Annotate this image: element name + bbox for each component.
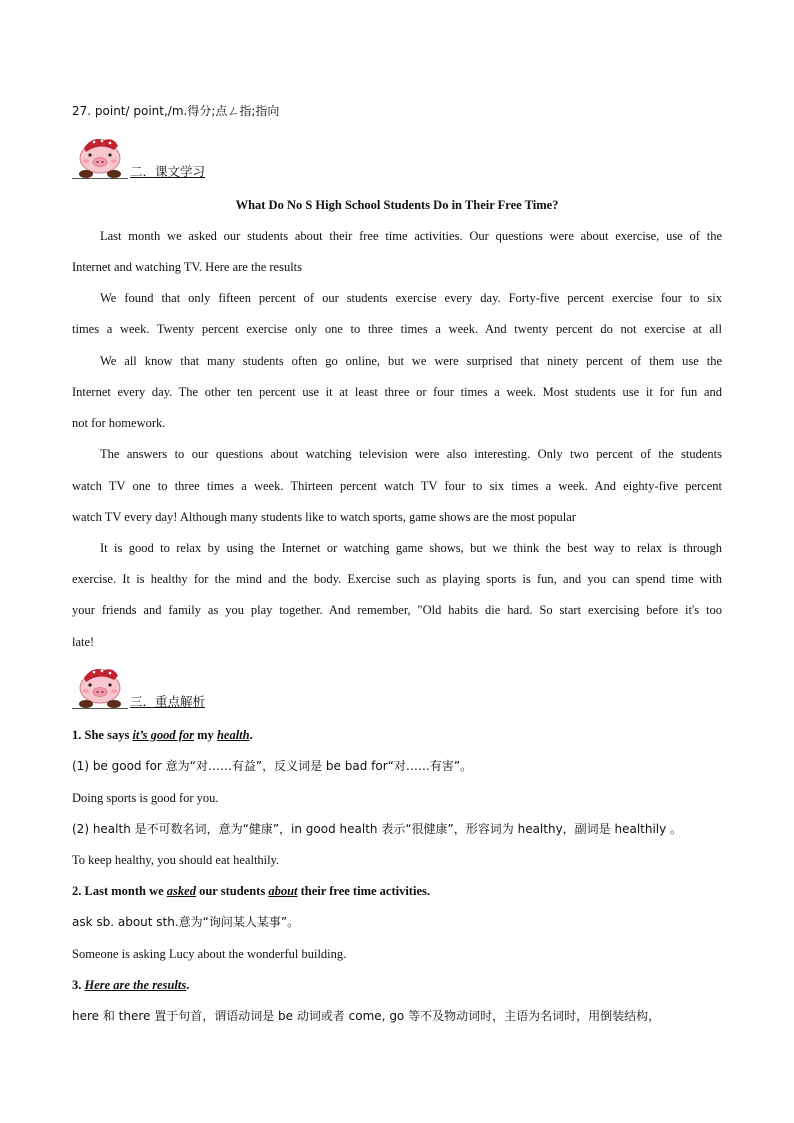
article-line: watch TV one to three times a week. Thirteen percent watch TV four to six times a week. And eighty-five percent [72, 479, 722, 493]
point-emphasis: Here are the results [84, 978, 187, 992]
article-line: watch TV every day! Although many students like to watch sports, game shows are the most popular [72, 510, 576, 524]
point-text: . [186, 978, 190, 992]
point-emphasis: asked [166, 884, 196, 898]
article-line: late! [72, 635, 95, 649]
point-text: 1. She says [72, 728, 133, 742]
pig-mascot-icon [74, 664, 130, 710]
section-header-2 [72, 134, 272, 182]
point-text: their free time activities. [297, 884, 430, 898]
point-3-note: here 和 there 置于句首，谓语动词是 be 动词或者 come, go 等不及物动词时，主语为名词时，用倒装结构， [72, 1009, 661, 1023]
article-line: Last month we asked our students about their free time activities. Our questions were about exercise, use of the [100, 229, 722, 243]
vocab-item-27: 27. point/ point,/m.得分;点ㄥ指;指向 [72, 104, 280, 118]
point-emphasis: about [268, 884, 298, 898]
point-text: . [249, 728, 253, 742]
article-line: We all know that many students often go online, but we were surprised that ninety percent of them use the [100, 354, 722, 368]
section-title: 三．重点解析 [130, 694, 206, 709]
article-line: Internet every day. The other ten percent use it at least three or four times a week. Most students use it for fun and [72, 385, 722, 399]
point-emphasis: it’s good for [132, 728, 195, 742]
article-title: What Do No S High School Students Do in Their Free Time? [235, 198, 559, 212]
article-line: We found that only fifteen percent of our students exercise every day. Forty-five percent exercise four to six [100, 291, 722, 305]
article-line: It is good to relax by using the Internet or watching game shows, but we think the best way to relax is through [100, 541, 722, 555]
article-line: The answers to our questions about watching television were also interesting. Only two percent of the students [100, 447, 722, 461]
point-emphasis: health [216, 728, 250, 742]
section-header-3 [72, 664, 272, 712]
point-1-heading [72, 727, 253, 743]
article-line: Internet and watching TV. Here are the results [72, 260, 303, 274]
article-line: not for homework. [72, 416, 166, 430]
point-2-note: ask sb. about sth.意为“询问某人某事”。 [72, 915, 300, 929]
point-text: 3. [72, 978, 85, 992]
point-2-example: Someone is asking Lucy about the wonderful building. [72, 947, 347, 961]
point-1-example-2: To keep healthy, you should eat healthily. [72, 853, 280, 867]
point-1-note-2: (2) health 是不可数名词，意为“健康”，in good health 表示“很健康”，形容词为 healthy，副词是 healthily 。 [72, 822, 683, 836]
article-line: times a week. Twenty percent exercise only one to three times a week. And twenty percent do not exercise at all [72, 322, 722, 336]
point-text: my [194, 728, 217, 742]
section-rule [72, 708, 128, 709]
point-text: our students [195, 884, 269, 898]
point-3-heading [72, 977, 189, 993]
pig-mascot-icon [74, 134, 130, 180]
point-2-heading [72, 883, 430, 899]
article-line: exercise. It is healthy for the mind and the body. Exercise such as playing sports is fun, and you can spend time with [72, 572, 722, 586]
point-1-note-1: (1) be good for 意为“对……有益”，反义词是 be bad for“对……有害”。 [72, 759, 473, 773]
point-text: 2. Last month we [72, 884, 167, 898]
article-line: your friends and family as you play together. And remember, "Old habits die hard. So start exercising before it's too [72, 603, 722, 617]
section-title: 二．课文学习 [130, 164, 206, 179]
point-1-example-1: Doing sports is good for you. [72, 791, 219, 805]
section-rule [72, 178, 128, 179]
